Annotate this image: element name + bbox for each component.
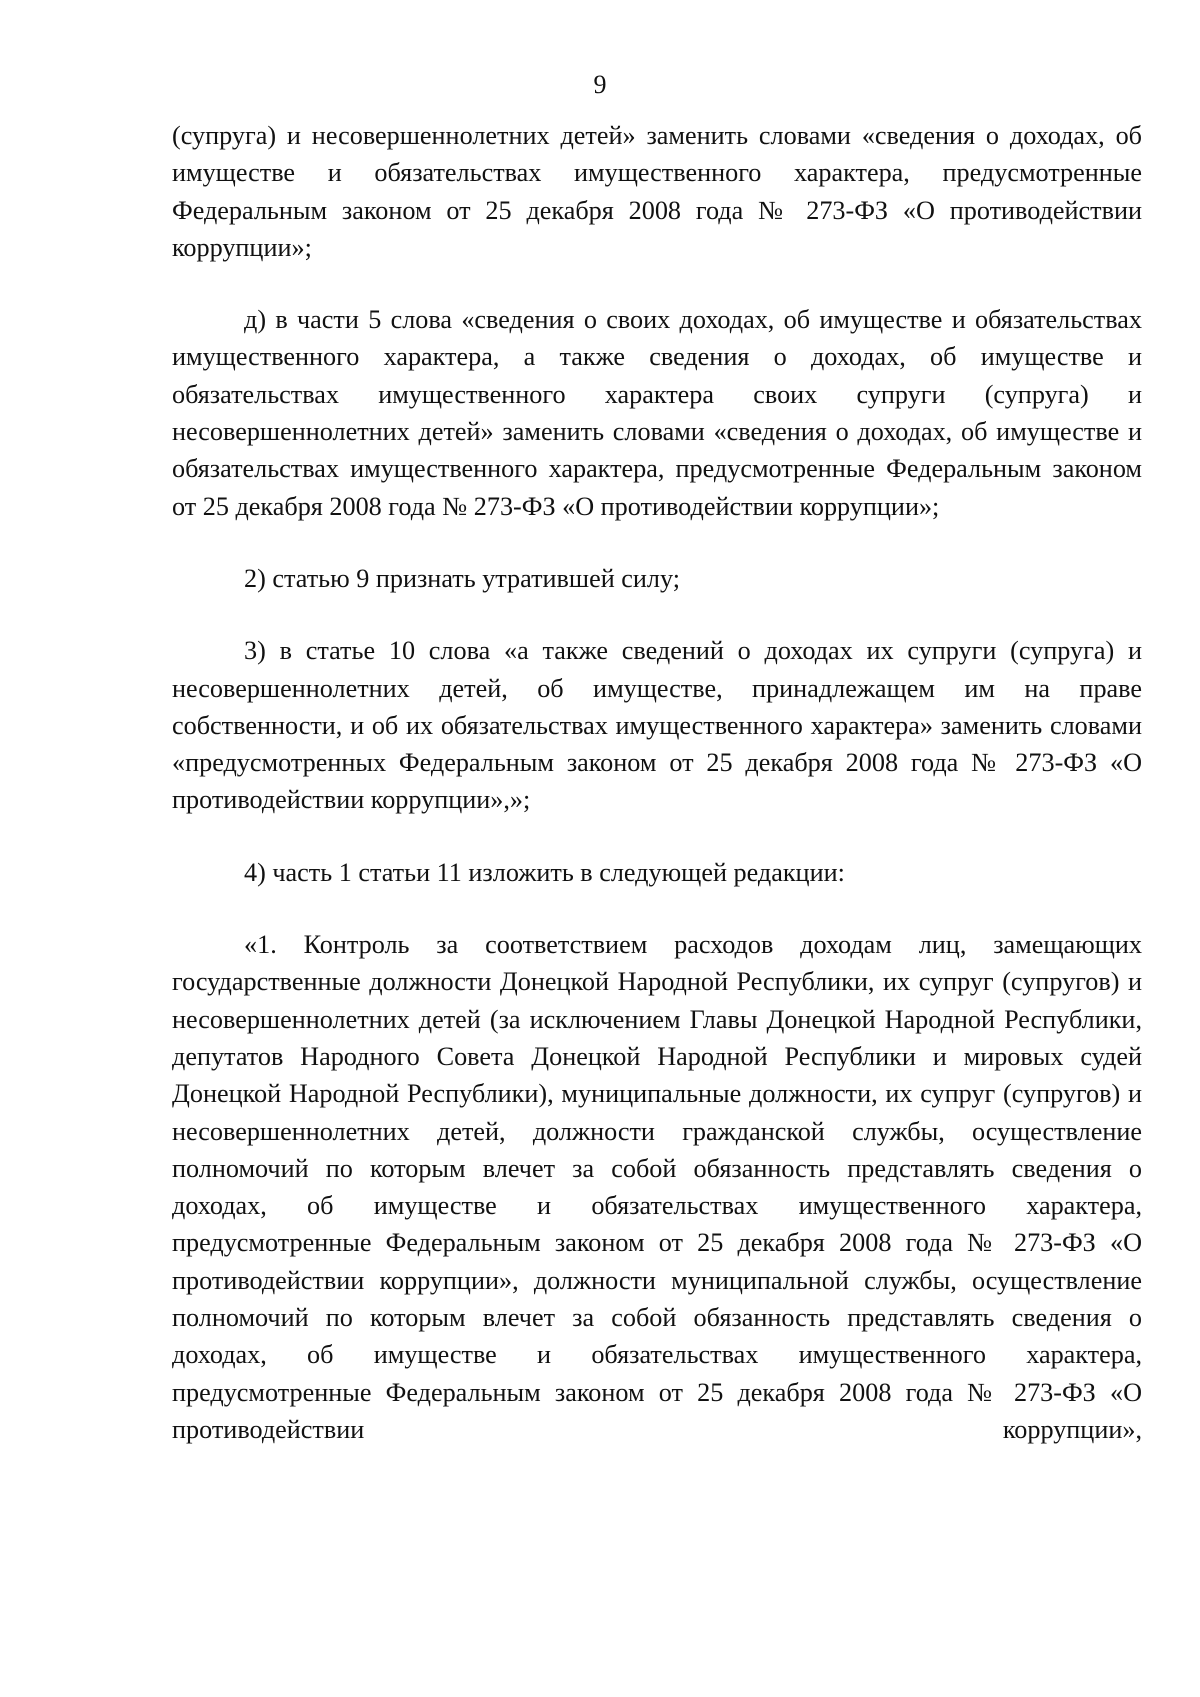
- page-number: 9: [593, 70, 607, 99]
- paragraph-quoted-part-1: «1. Контроль за соответствием расходов доходам лиц, замещающих государственные должности Донецкой Народной Республики, их супруг (супругов) и несовершеннолетних детей (за исключением Главы Донецкой Народной Республики, депутатов Народного Совета Донецкой Народной Республики и мировых судей Донецкой Народной Республики), муниципальные должности, их супруг (супругов) и несовершеннолетних детей, должности гражданской службы, осуществление полномочий по которым влечет за собой обязанность представлять сведения о доходах, об имуществе и обязательствах имущественного характера, предусмотренные Федеральным законом от 25 декабря 2008 года № 273-ФЗ «О противодействии коррупции», должности муниципальной службы, осуществление полномочий по которым влечет за собой обязанность представлять сведения о доходах, об имуществе и обязательствах имущественного характера, предусмотренные Федеральным законом от 25 декабря 2008 года № 273-ФЗ «О противодействии коррупции»,: [172, 930, 1142, 1444]
- paragraph-item-3: 3) в статье 10 слова «а также сведений о доходах их супруги (супруга) и несовершеннолетних детей, об имуществе, принадлежащем им на праве собственности, и об их обязательствах имущественного характера» заменить словами «предусмотренных Федеральным законом от 25 декабря 2008 года № 273-ФЗ «О противодействии коррупции»,»;: [172, 636, 1142, 815]
- paragraph-continuation: (супруга) и несовершеннолетних детей» заменить словами «сведения о доходах, об имуществе и обязательствах имущественного характера, предусмотренные Федеральным законом от 25 декабря 2008 года № 273-ФЗ «О противодействии коррупции»;: [172, 121, 1142, 262]
- paragraph-item-4: 4) часть 1 статьи 11 изложить в следующей редакции:: [244, 857, 845, 887]
- paragraph-item-2: 2) статью 9 признать утратившей силу;: [244, 563, 680, 593]
- document-body: [172, 117, 1142, 1483]
- paragraph-item-d: д) в части 5 слова «сведения о своих доходах, об имуществе и обязательствах имущественного характера, а также сведения о доходах, об имуществе и обязательствах имущественного характера своих супруги (супруга) и несовершеннолетних детей» заменить словами «сведения о доходах, об имуществе и обязательствах имущественного характера, предусмотренные Федеральным законом от 25 декабря 2008 года № 273-ФЗ «О противодействии коррупции»;: [172, 305, 1142, 521]
